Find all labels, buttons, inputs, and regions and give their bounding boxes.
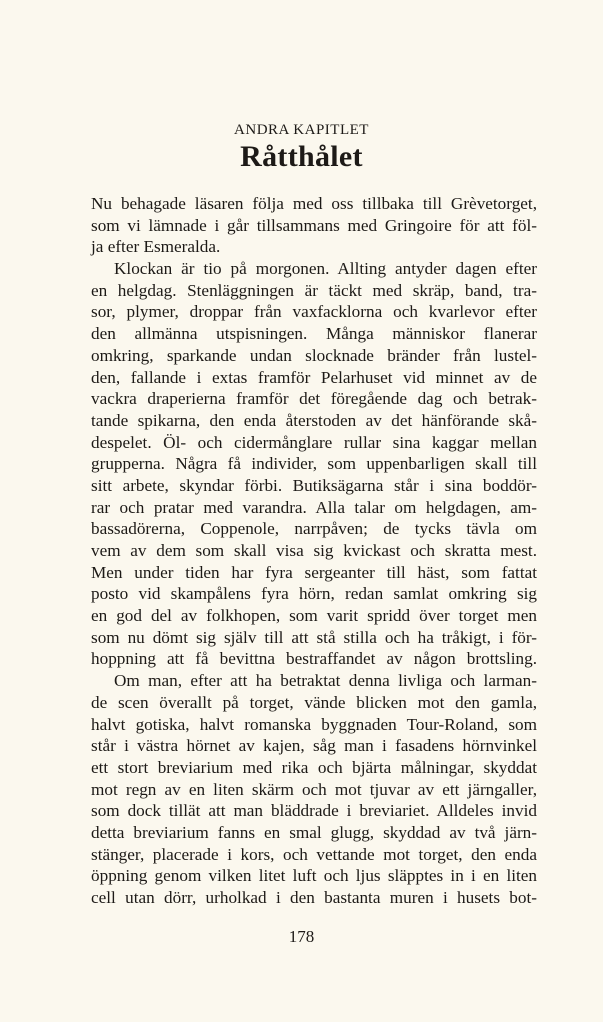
- text-line: sitt arbete, skyndar förbi. Butiksägarna står i sina boddör-: [91, 475, 537, 495]
- text-line: Om man, efter att ha betraktat denna livliga och larman-: [114, 671, 537, 691]
- text-line: vem av dem som skall visa sig kvickast och skratta mest.: [91, 541, 537, 560]
- text-line: ett stort breviarium med rika och bjärta målningar, skyddat: [91, 757, 537, 777]
- text-line: mot regn av en liten skärm och mot tjuvar av ett järngaller,: [91, 779, 537, 799]
- page-number: 178: [288, 927, 315, 946]
- text-line: vackra draperierna framför det föregående dag och betrak-: [91, 389, 537, 409]
- text-line: stänger, placerade i kors, och vettande mot torget, den enda: [91, 844, 537, 864]
- text-line: detta breviarium fanns en smal glugg, skyddad av två järn-: [91, 822, 537, 842]
- chapter-title: Råtthålet: [240, 140, 363, 173]
- text-line: den, fallande i extas framför Pelarhuset vid minnet av de: [91, 367, 537, 387]
- text-line: tande spikarna, den enda återstoden av det hänförande skå-: [91, 410, 537, 430]
- text-line: står i västra hörnet av kajen, såg man i fasadens hörnvinkel: [91, 736, 537, 756]
- text-line: de scen överallt på torget, vände blicken mot den gamla,: [91, 692, 537, 712]
- text-line: halvt gotiska, halvt romanska byggnaden Tour-Roland, som: [91, 714, 537, 734]
- chapter-label: ANDRA KAPITLET: [234, 122, 369, 138]
- text-line: som vi lämnade i går tillsammans med Gringoire för att föl-: [91, 215, 537, 235]
- body-text: [91, 193, 537, 909]
- text-line: som nu dömt sig själv till att stå stilla och ha tråkigt, i för-: [91, 627, 537, 647]
- text-line: rar och pratar med varandra. Alla talar om helgdagen, am-: [91, 497, 537, 517]
- text-line: Men under tiden har fyra sergeanter till häst, som fattat: [91, 562, 537, 582]
- text-line: öppning genom vilken litet luft och ljus släpptes in i en liten: [91, 866, 537, 886]
- text-line: den allmänna utspisningen. Många människor flanerar: [91, 324, 537, 344]
- text-line: despelet. Öl- och cidermånglare rullar sina kaggar mellan: [91, 432, 537, 452]
- text-line: Klockan är tio på morgonen. Allting antyder dagen efter: [114, 259, 537, 279]
- text-line: cell utan dörr, urholkad i den bastanta muren i husets bot-: [91, 888, 537, 907]
- text-line: hoppning att få bevittna bestraffandet av någon brottsling.: [91, 649, 537, 669]
- text-line: sor, plymer, droppar från vaxfacklorna och kvarlevor efter: [91, 302, 537, 322]
- text-line: omkring, sparkande undan slocknade bränder från lustel-: [91, 345, 537, 365]
- text-line: bassadörerna, Coppenole, narrpåven; de tycks tävla om: [91, 519, 537, 539]
- text-line: en god del av folkhopen, som varit spridd över torget men: [91, 606, 537, 626]
- text-line: en helgdag. Stenläggningen är täckt med skräp, band, tra-: [91, 280, 537, 300]
- text-line: grupperna. Några få individer, som uppenbarligen skall till: [91, 454, 537, 474]
- text-line: som dock tillät att man bläddrade i breviariet. Alldeles invid: [91, 801, 537, 821]
- text-line: Nu behagade läsaren följa med oss tillbaka till Grèvetorget,: [91, 194, 537, 213]
- text-line: ja efter Esmeralda.: [91, 237, 221, 257]
- text-line: posto vid skampålens fyra hörn, redan samlat omkring sig: [91, 584, 537, 604]
